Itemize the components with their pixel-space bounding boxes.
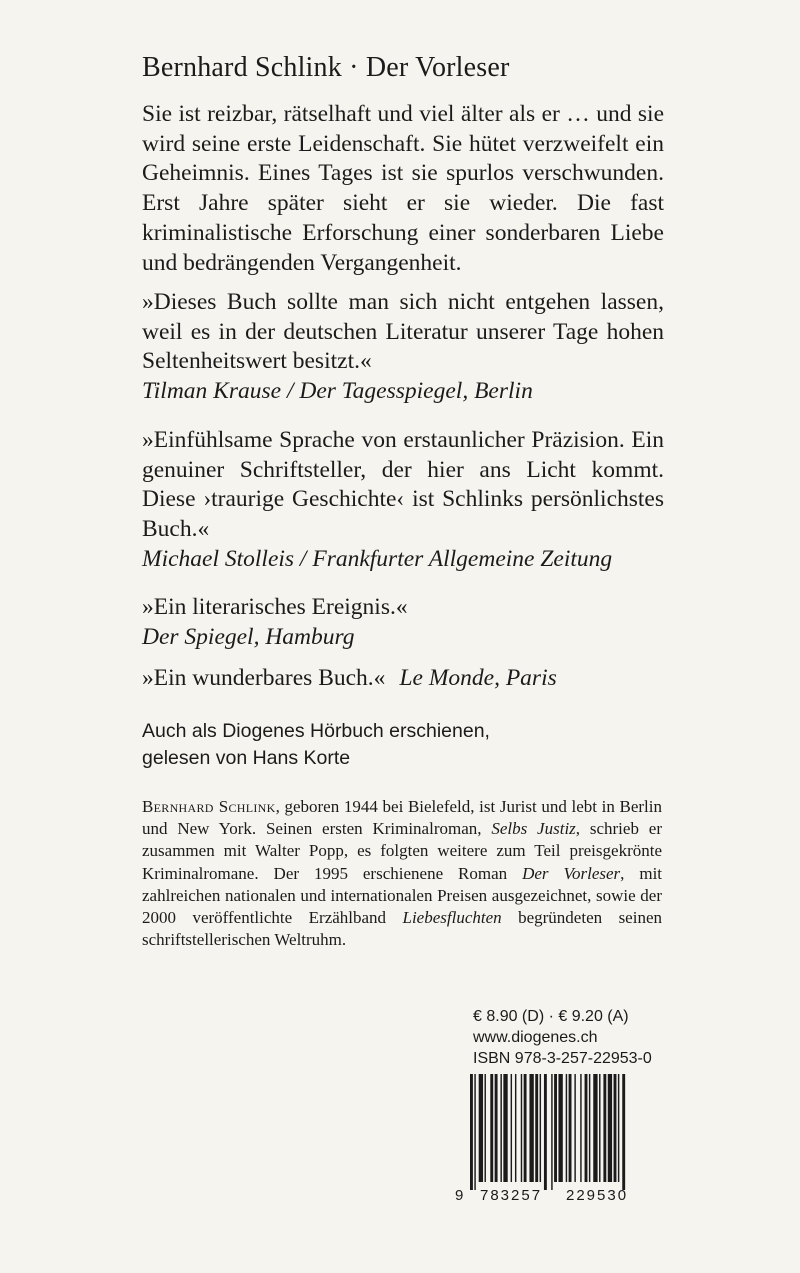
- quote-source: Le Monde, Paris: [399, 665, 557, 691]
- barcode-bar: [524, 1074, 527, 1182]
- barcode-bar: [558, 1074, 562, 1182]
- barcode-bar: [535, 1074, 538, 1182]
- barcode-bars: [470, 1074, 625, 1190]
- bio-text: , geboren 1944 bei Bielefeld, ist Jurist und lebt in Berlin und New York. Seinen ersten Kriminalroman,: [142, 797, 662, 839]
- barcode-bar: [574, 1074, 575, 1182]
- quote-source: Tilman Krause / Der Tagesspiegel, Berlin: [142, 378, 533, 405]
- quote-source: Der Spiegel, Hamburg: [142, 623, 355, 650]
- barcode: [452, 1074, 662, 1204]
- barcode-bar: [569, 1074, 572, 1182]
- price-block: [473, 1006, 652, 1069]
- barcode-bar: [593, 1074, 597, 1182]
- barcode-bar: [589, 1074, 590, 1182]
- bio-text: , mit zahlreichen nationalen und internationalen Preisen ausgezeichnet, sowie der 2000 veröffentlichte Erzählband: [142, 863, 663, 928]
- book-reference: Der Vorleser: [522, 863, 621, 883]
- barcode-bar: [608, 1074, 612, 1182]
- barcode-bar: [603, 1074, 606, 1182]
- review-quote: [142, 664, 664, 694]
- book-reference: Liebesfluchten: [402, 908, 502, 928]
- barcode-bar: [554, 1074, 557, 1182]
- audiobook-line-2: gelesen von Hans Korte: [142, 747, 351, 769]
- author-name: Bernhard Schlink: [142, 797, 276, 816]
- barcode-bar: [521, 1074, 522, 1182]
- price-label: € 8.90 (D) · € 9.20 (A): [473, 1008, 629, 1025]
- barcode-bar: [529, 1074, 533, 1182]
- website-link[interactable]: www.diogenes.ch: [473, 1029, 598, 1046]
- blurb-text: Sie ist reizbar, rätselhaft und viel älter als er … und sie wird seine erste Leidenschaft. Sie hütet verzweifelt ein Geheimnis. Eines Tages ist sie spurlos verschwunden. Erst Jahre später sieht er sie wieder. Die fast kriminalistische Erforschung einer sonderbaren Liebe und bedrängenden Vergangenheit.: [142, 101, 664, 276]
- barcode-bar: [618, 1074, 619, 1182]
- barcode-bar: [490, 1074, 493, 1182]
- barcode-bar: [479, 1074, 483, 1182]
- quote-text: »Ein literarisches Ereignis.«: [142, 594, 408, 620]
- author-bio: [142, 796, 662, 951]
- quote-text: »Dieses Buch sollte man sich nicht entgehen lassen, weil es in der deutschen Literatur unserer Tage hohen Seltenheitswert besitzt.«: [142, 289, 664, 375]
- barcode-bar: [566, 1074, 567, 1182]
- barcode-bar: [540, 1074, 541, 1182]
- barcode-bar: [622, 1074, 625, 1190]
- barcode-bar: [544, 1074, 547, 1190]
- barcode-bar: [485, 1074, 486, 1182]
- book-reference: Selbs Justiz: [491, 819, 576, 839]
- quote-source: Michael Stolleis / Frankfurter Allgemeine Zeitung: [142, 545, 613, 572]
- barcode-bar: [585, 1074, 588, 1182]
- quote-text: »Einfühlsame Sprache von erstaunlicher Präzision. Ein genuiner Schriftsteller, der hier ans Licht kommt. Diese ›traurige Geschichte‹ ist Schlinks persönlichstes Buch.«: [142, 427, 664, 543]
- barcode-bar: [500, 1074, 501, 1182]
- barcode-bar: [470, 1074, 473, 1190]
- barcode-bar: [503, 1074, 507, 1182]
- barcode-digits-right: 229530: [566, 1187, 629, 1204]
- barcode-bar: [551, 1074, 552, 1190]
- review-quote: [142, 426, 664, 575]
- barcode-bar: [515, 1074, 516, 1182]
- barcode-bar: [599, 1074, 600, 1182]
- bio-text: , schrieb er zusammen mit Walter Popp, es folgten weitere zum Teil preisgekrönte Kriminalromane. Der 1995 erschienene Roman: [142, 819, 662, 883]
- barcode-bar: [474, 1074, 475, 1190]
- barcode-bar: [580, 1074, 581, 1182]
- barcode-lead-digit: 9: [455, 1187, 464, 1204]
- barcode-bar: [511, 1074, 512, 1182]
- book-title: Bernhard Schlink · Der Vorleser: [142, 52, 510, 83]
- bio-text: begründeten seinen schriftstellerischen Weltruhm.: [142, 908, 663, 950]
- barcode-bar: [614, 1074, 617, 1182]
- audiobook-line-1: Auch als Diogenes Hörbuch erschienen,: [142, 720, 490, 742]
- barcode-digits-left: 783257: [480, 1187, 543, 1204]
- review-quote: [142, 593, 664, 652]
- quote-text: »Ein wunderbares Buch.«: [142, 665, 386, 691]
- isbn-label: ISBN 978-3-257-22953-0: [473, 1050, 652, 1067]
- review-quote: [142, 288, 664, 407]
- barcode-bar: [495, 1074, 498, 1182]
- audiobook-note: [142, 718, 490, 772]
